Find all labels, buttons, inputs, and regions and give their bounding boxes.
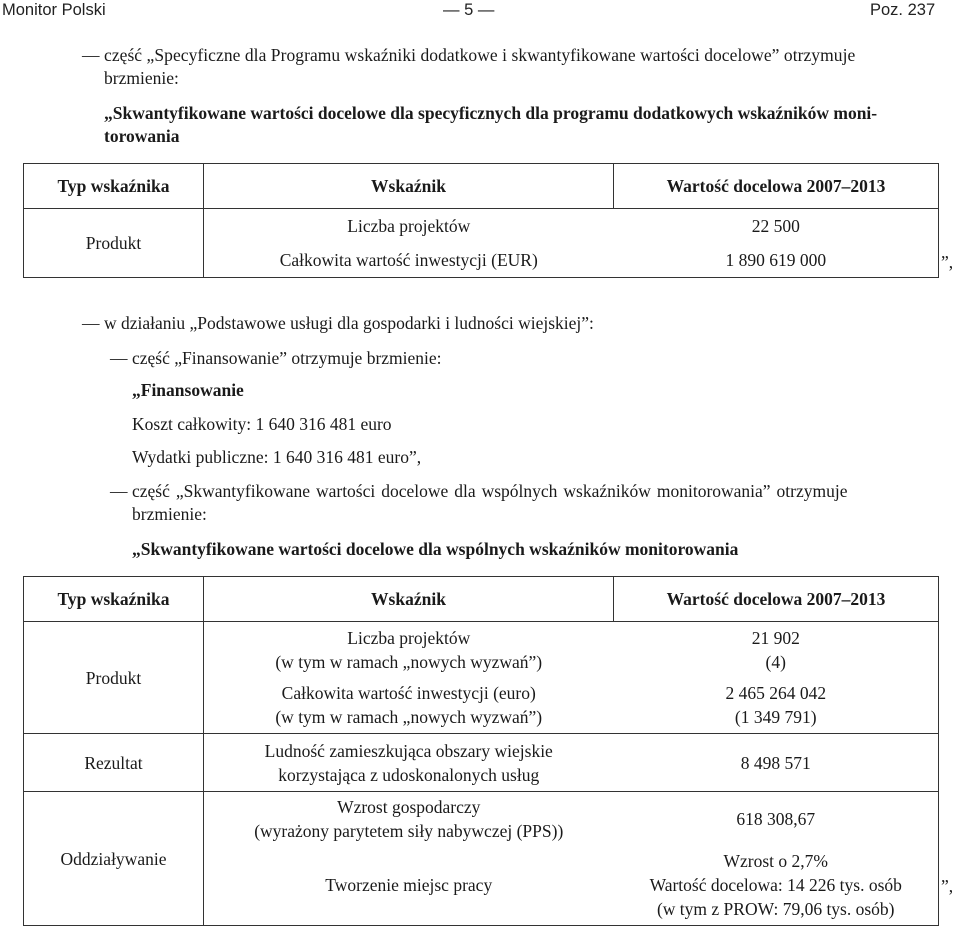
- table2-produkt-value1-line1: 21 902: [751, 627, 800, 648]
- table2-produkt-value2-line1: 2 465 264 042: [725, 683, 827, 704]
- intro-text-line2: brzmienie:: [104, 68, 179, 88]
- table2-produkt-indicator1-line1: Liczba projektów: [347, 627, 471, 648]
- intro-dash: —: [82, 45, 100, 65]
- intro-heading-line1: „Skwantyfikowane wartości docelowe dla specyficznych dla programu dodatkowych wskaźników moni-: [104, 103, 878, 123]
- common-heading: „Skwantyfikowane wartości docelowe dla wspólnych wskaźników monitorowania: [132, 539, 739, 559]
- finance-total-cost: Koszt całkowity: 1 640 316 481 euro: [132, 414, 392, 434]
- table1-type-produkt: Produkt: [24, 209, 204, 278]
- table1-closing-quote: ”,: [941, 252, 954, 272]
- intro-heading-line2: torowania: [104, 126, 180, 146]
- table2-produkt-value1-line2: (4): [765, 651, 786, 672]
- section-dash: —: [82, 313, 100, 333]
- table2-produkt-indicator2: [204, 678, 614, 734]
- section-action: w działaniu „Podstawowe usługi dla gospodarki i ludności wiejskiej”:: [104, 313, 594, 333]
- table2-row: [24, 792, 939, 846]
- table2-produkt-indicator1-line2: (w tym w ramach „nowych wyzwań”): [275, 651, 543, 672]
- table2-header-indicator: Wskaźnik: [204, 577, 614, 622]
- table1-header-row: [24, 164, 939, 209]
- table2-header-row: [24, 577, 939, 622]
- common-intro-line2: brzmienie:: [132, 504, 207, 524]
- finance-dash: —: [110, 348, 128, 368]
- table2-produkt-value2: [614, 678, 939, 734]
- table2-rezultat-indicator-line1: Ludność zamieszkująca obszary wiejskie: [264, 740, 553, 761]
- table2-row: [24, 622, 939, 678]
- table2-oddzialywanie-value1: 618 308,67: [614, 792, 939, 846]
- header-publication: Monitor Polski: [2, 1, 106, 19]
- table2-header-type: Typ wskaźnika: [24, 577, 204, 622]
- finance-public-expenditure: Wydatki publiczne: 1 640 316 481 euro”,: [132, 447, 422, 467]
- table2-produkt-value1: [614, 622, 939, 678]
- table2-row: [24, 734, 939, 792]
- table1-header-indicator: Wskaźnik: [204, 164, 614, 209]
- header-page-number: — 5 —: [443, 1, 495, 19]
- finance-intro: część „Finansowanie” otrzymuje brzmienie:: [132, 348, 442, 368]
- table2-oddzialywanie-value2-line3: (w tym z PROW: 79,06 tys. osób): [656, 899, 895, 920]
- intro-text-line1-content: część „Specyficzne dla Programu wskaźniki dodatkowe i skwantyfikowane wartości docelowe” otrzymuje: [104, 45, 856, 65]
- finance-heading: „Finansowanie: [132, 380, 244, 400]
- table1-row: [24, 209, 939, 245]
- table2-produkt-indicator2-line1: Całkowita wartość inwestycji (euro): [281, 683, 536, 704]
- table2-type-oddzialywanie: Oddziaływanie: [24, 792, 204, 926]
- table2-type-rezultat: Rezultat: [24, 734, 204, 792]
- table2-oddzialywanie-indicator1-line1: Wzrost gospodarczy: [337, 796, 481, 817]
- table2-oddzialywanie-value2-line1: Wzrost o 2,7%: [723, 851, 828, 872]
- table2-type-produkt: Produkt: [24, 622, 204, 734]
- table2-oddzialywanie-indicator1-line2: (wyrażony parytetem siły nabywczej (PPS)): [254, 820, 564, 841]
- table1-value-projects: 22 500: [614, 209, 939, 245]
- common-dash: —: [110, 481, 128, 501]
- table2-produkt-value2-line2: (1 349 791): [734, 707, 817, 728]
- table2-rezultat-indicator: [204, 734, 614, 792]
- table2-produkt-indicator1: [204, 622, 614, 678]
- table-common-indicators: [23, 576, 939, 926]
- table1-indicator-investment: Całkowita wartość inwestycji (EUR): [204, 245, 614, 278]
- table2-oddzialywanie-value2: [614, 846, 939, 926]
- table1-header-value: Wartość docelowa 2007–2013: [614, 164, 939, 209]
- table2-header-value: Wartość docelowa 2007–2013: [614, 577, 939, 622]
- table2-oddzialywanie-indicator2: Tworzenie miejsc pracy: [204, 846, 614, 926]
- table1-header-type: Typ wskaźnika: [24, 164, 204, 209]
- table2-rezultat-indicator-line2: korzystająca z udoskonalonych usług: [278, 764, 540, 785]
- table2-oddzialywanie-value2-line2: Wartość docelowa: 14 226 tys. osób: [649, 875, 902, 896]
- table1-indicator-projects: Liczba projektów: [204, 209, 614, 245]
- intro-text-line1: [104, 45, 938, 66]
- header-position: Poz. 237: [870, 1, 936, 19]
- table1-value-investment: 1 890 619 000: [614, 245, 939, 278]
- table2-rezultat-value: 8 498 571: [614, 734, 939, 792]
- table2-closing-quote: ”,: [941, 876, 954, 896]
- table2-oddzialywanie-indicator1: [204, 792, 614, 846]
- common-intro-line1: część „Skwantyfikowane wartości docelowe dla wspólnych wskaźników monitorowania” otrzymuje: [132, 481, 848, 501]
- table-specific-indicators: [23, 163, 939, 278]
- table2-produkt-indicator2-line2: (w tym w ramach „nowych wyzwań”): [275, 707, 543, 728]
